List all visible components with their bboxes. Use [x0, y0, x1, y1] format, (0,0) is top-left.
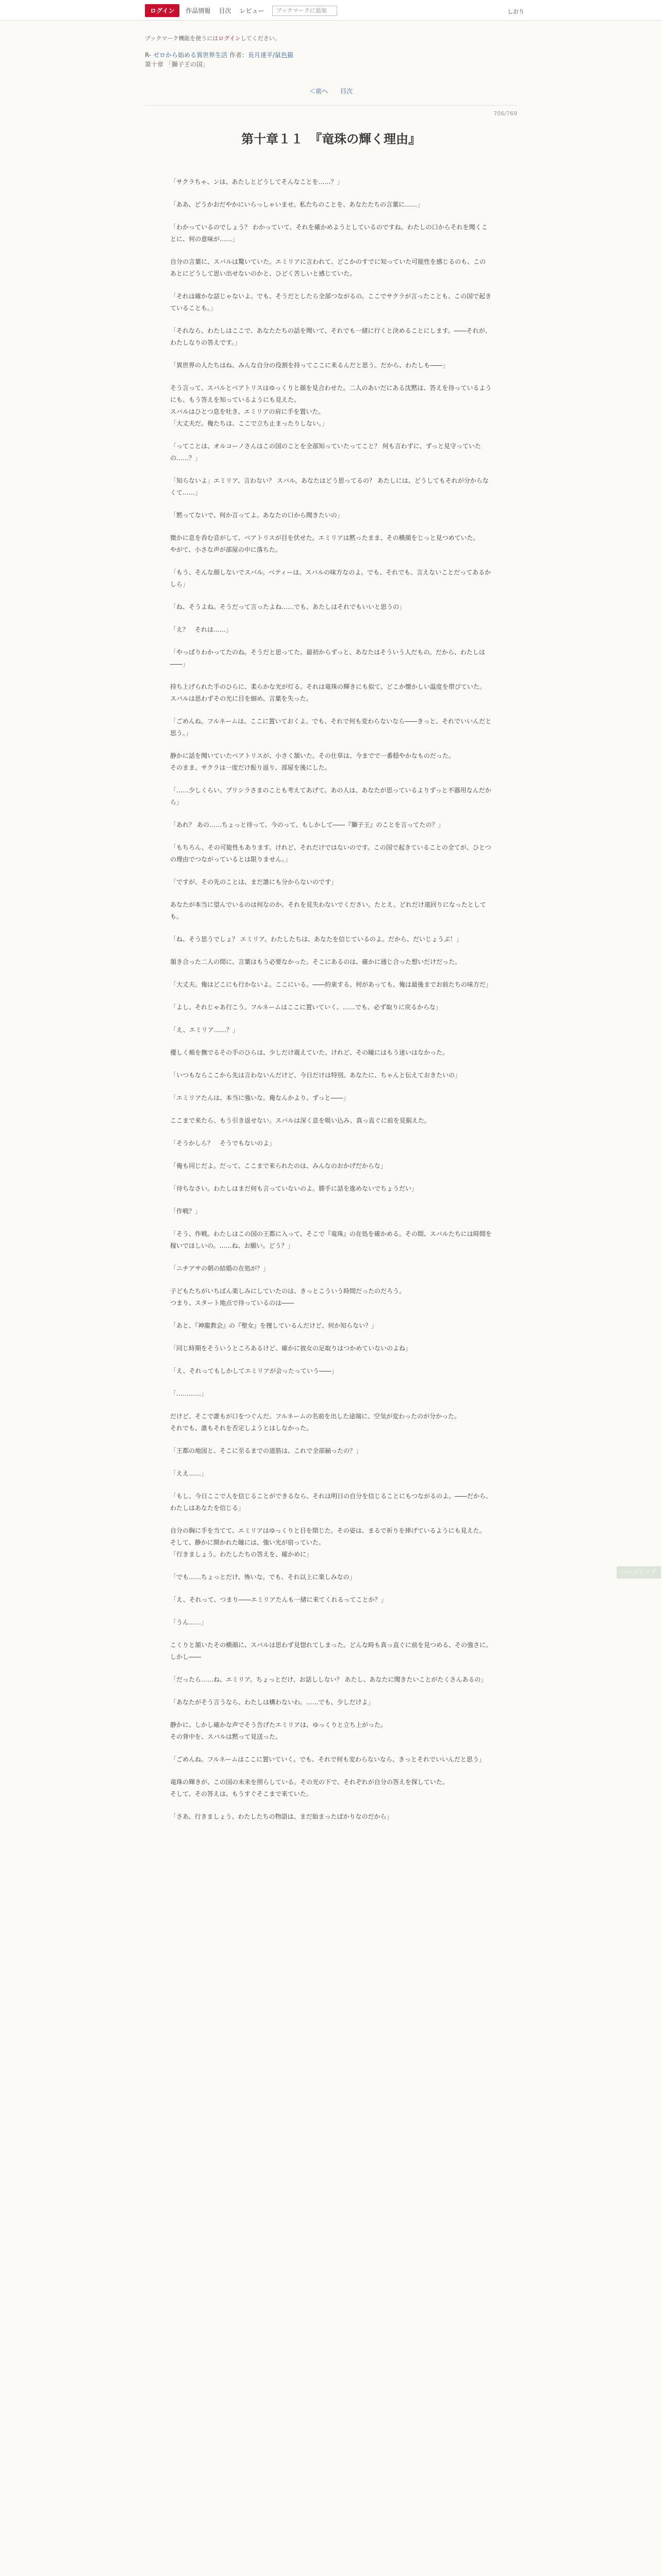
nav-item-info[interactable]: 作品情報 [186, 7, 211, 14]
chapter-title: 第十章１１ 『竜珠の輝く理由』 [241, 132, 421, 146]
body-paragraph: 頷き合った二人の間に、言葉はもう必要なかった。そこにあるのは、確かに通じ合った想いだけだった。 [170, 958, 461, 965]
body-paragraph: 「そう、作戦。わたしはこの国の王都に入って、そこで『竜珠』の在処を確かめる。その間、スバルたちには時間を稼いでほしいの。……ね、お願い。どう？」 [170, 1230, 492, 1249]
body-paragraph: 「それなら、わたしはここで、あなたたちの話を聞いて、それでも一緒に行くと決めることにします。――それが、わたしなりの答えです。」 [170, 327, 491, 346]
body-paragraph: 「異世界の人たちはね、みんな自分の役割を持ってここに来るんだと思う。だから、わたしも――」 [170, 362, 449, 369]
body-paragraph: 「でも……ちょっとだけ、怖いな。でも、それ以上に楽しみなの」 [170, 1573, 356, 1581]
header-nav [145, 4, 337, 17]
nav-item-toc[interactable]: 目次 [219, 7, 231, 14]
body-paragraph: 「え、それって、つまり――エミリアたんも一緒に来てくれるってことか？」 [170, 1596, 387, 1603]
body-paragraph: 「あなたがそう言うなら、わたしは構わないわ。……でも、少しだけよ」 [170, 1699, 374, 1706]
divider [145, 105, 517, 106]
body-paragraph: あなたが本当に望んでいるのは何なのか、それを見失わないでください。たとえ、どれだけ遠回りになったとしても。 [170, 901, 486, 920]
body-paragraph: 「それは確かな話じゃないよ。でも、そうだとしたら全部つながるの。ここでサクラが言ったことも、この国で起きていることも。」 [170, 293, 492, 312]
bookmark-button[interactable]: ブックマークに追加 [272, 6, 337, 16]
chapter-body [170, 176, 492, 1834]
body-paragraph: 「ね、そう思うでしょ？ エミリア。わたしたちは、あなたを信じているのよ。だから、だいじょうぶ！」 [170, 936, 462, 943]
body-paragraph: ここまで来たら、もう引き返せない。スバルは深く息を吸い込み、真っ直ぐに前を見据えた。 [170, 1117, 431, 1124]
body-paragraph: 静かに、しかし確かな声でそう告げたエミリアは、ゆっくりと立ち上がった。 その背中を、スバルは黙って見送った。 [170, 1721, 387, 1740]
body-paragraph: 「え、エミリア……？」 [170, 1026, 239, 1033]
notice-prefix: ブックマーク機能を使うには [145, 35, 219, 42]
body-paragraph: 自分の胸に手を当てて、エミリアはゆっくりと目を閉じた。その姿は、まるで祈りを捧げているようにも見えた。 そして、静かに開かれた瞳には、強い光が宿っていた。 「行きましょう。わたしたちの答えを、確かめに」 [170, 1527, 486, 1558]
breadcrumb [145, 50, 293, 69]
nav-item-review[interactable]: レビュー [239, 7, 264, 14]
body-paragraph: 「ですが、その先のことは、まだ誰にも分からないのです」 [170, 878, 338, 886]
body-paragraph: 「同じ時期をそういうところあるけど、確かに彼女の足取りはつかめていないのよね」 [170, 1345, 412, 1352]
body-paragraph: 「ええ……」 [170, 1470, 208, 1477]
body-paragraph: 竜珠の輝きが、この国の未来を照らしている。その光の下で、それぞれが自分の答えを探していた。 そして、その答えは、もうすぐそこまで来ていた。 [170, 1778, 449, 1798]
login-notice [145, 34, 280, 42]
body-paragraph: 「ってことは、オルコーノさんはこの国のことを全部知っていたってこと？ 何も言わずに、ずっと見守っていたの……？」 [170, 443, 481, 462]
body-paragraph: 持ち上げられた手のひらに、柔らかな光が灯る。それは竜珠の輝きにも似て、どこか懐かしい温度を帯びていた。 スバルは思わずその光に目を細め、言葉を失った。 [170, 683, 486, 702]
prev-link[interactable]: ＜前へ [309, 88, 328, 95]
body-paragraph: 「いつもならここから先は言わないんだけど、今日だけは特別。あなたに、ちゃんと伝えておきたいの」 [170, 1072, 461, 1079]
body-paragraph: 「わかっているのでしょう？ わかっていて、それを確かめようとしているのですね。わたしの口からそれを聞くことに、何の意味が……」 [170, 224, 488, 243]
body-paragraph: 「エミリアたんは、本当に強いな。俺なんかより、ずっと――」 [170, 1094, 350, 1101]
body-paragraph: そう言って、スバルとベアトリスはゆっくりと顔を見合わせた。二人のあいだにある沈黙は、答えを待っているようにも、もう答えを知っているようにも見えた。 スバルはひとつ息を吐き、エミリアの肩に手を置いた。 「大丈夫だ。俺たちは、ここで立ち止まったりしない。」 [170, 384, 492, 427]
body-paragraph: 「待ちなさい。わたしはまだ何も言っていないのよ。勝手に話を進めないでちょうだい」 [170, 1185, 418, 1192]
body-paragraph: 「もちろん、その可能性もあります。けれど、それだけではないのです。この国で起きていることの全てが、ひとつの理由でつながっているとは限りません。」 [170, 844, 491, 863]
breadcrumb-line-1 [145, 50, 293, 60]
body-paragraph: 「ああ、どうかおだやかにいらっしゃいませ。私たちのことを、あなたたちの言葉に……」 [170, 201, 424, 208]
login-button[interactable]: ログイン [145, 4, 179, 17]
chapter-number: 706/769 [493, 110, 517, 117]
body-paragraph: 「作戦？」 [170, 1208, 202, 1215]
site-header [0, 0, 662, 21]
body-paragraph: 「ごめんね。フルネームはここに置いていく。でも、それで何も変わらないなら、きっとそれでいいんだと思う」 [170, 1756, 485, 1763]
body-paragraph: 微かに息を呑む音がして、ベアトリスが目を伏せた。エミリアは黙ったまま、その横顔をじっと見つめていた。 やがて、小さな声が部屋の中に落ちた。 [170, 534, 479, 553]
body-paragraph: 自分の言葉に、スバルは驚いていた。エミリアに言われて、どこかのすでに知っていた可能性を感じるのも、このあとにどうして思い出せないのかと、ひどく苦しいと感じていた。 [170, 258, 486, 277]
body-paragraph: 「やっぱりわかってたのね。そうだと思ってた。最初からずっと、あなたはそういう人だもの。だから、わたしは――」 [170, 649, 485, 668]
body-paragraph: 「知らないよ」エミリア、言わない？ スバル、あなたはどう思ってるの？ あたしには、どうしてもそれが分からなくて……」 [170, 477, 489, 496]
rating-label: R- [145, 52, 152, 59]
body-paragraph: 子どもたちがいちばん楽しみにしていたのは、きっとこういう時間だったのだろう。 つまり、スタート地点で待っているのは―― [170, 1287, 406, 1307]
body-paragraph: 「さあ、行きましょう。わたしたちの物語は、まだ始まったばかりなのだから」 [170, 1813, 393, 1820]
toc-link[interactable]: 目次 [340, 88, 353, 95]
body-paragraph: 「……少しくらい、プリシラさまのことも考えてあげて。あの人は、あなたが思っているよりずっと不器用なんだから」 [170, 787, 491, 806]
body-paragraph: 「だったら……ね、エミリア。ちょっとだけ、お話ししない？ あたし、あなたに聞きたいことがたくさんあるの」 [170, 1676, 487, 1683]
body-paragraph: 「…………」 [170, 1390, 208, 1397]
chapter-breadcrumb: 第十章 「獅子王の国」 [145, 61, 209, 68]
author-link[interactable]: 長月達平/鼠色猫 [247, 52, 293, 59]
body-paragraph: 「うん……」 [170, 1619, 208, 1626]
body-paragraph: 「え？ それは……」 [170, 626, 233, 633]
body-paragraph: 「え、それってもしかしてエミリアが会ったっていう――」 [170, 1367, 338, 1375]
body-paragraph: 「ごめんね。フルネームは、ここに置いておくよ。でも、それで何も変わらないなら――きっと、それでいいんだと思う。」 [170, 718, 492, 737]
body-paragraph: 「大丈夫。俺はどこにも行かないよ。ここにいる。――約束する。何があっても、俺は最後までお前たちの味方だ」 [170, 981, 492, 988]
body-paragraph: 「もし、今日ここで人を信じることができるなら、それは明日の自分を信じることにもつながるのよ。――だから、わたしはあなたを信じる」 [170, 1493, 492, 1512]
body-paragraph: 「あと、『神龍教会』の『聖女』を捜しているんだけど、何か知らない？」 [170, 1322, 378, 1329]
body-paragraph: こくりと頷いたその横顔に、スバルは思わず見惚れてしまった。どんな時も真っ直ぐに前を見つめる、その強さに。 しかし―― [170, 1641, 492, 1660]
novel-title-link[interactable]: ゼロから始める異世界生活 [153, 52, 228, 59]
pager [0, 87, 662, 95]
body-paragraph: 「サクラちゃ、ンは、あたしとどうしてそんなことを……？」 [170, 178, 343, 185]
body-paragraph: 「あれ？ あの……ちょっと待って。今のって、もしかして――『獅子王』のことを言ってたの？」 [170, 821, 444, 828]
page-top-button[interactable]: ページトップ [617, 1566, 661, 1579]
body-paragraph: 「黙ってないで、何か言ってよ。あなたの口から聞きたいの」 [170, 512, 343, 519]
author-label: 作者： [229, 52, 248, 59]
body-paragraph: 「ニチアサの朝の結婚の在処が？」 [170, 1265, 270, 1272]
body-paragraph: 「よし、それじゃあ行こう。フルネームはここに置いていく。……でも、必ず取りに戻るからな」 [170, 1004, 442, 1011]
body-paragraph: 「そうかしら？ そうでもないのよ」 [170, 1140, 276, 1147]
notice-login-link[interactable]: ログイン [218, 35, 241, 42]
shiori-link[interactable]: しおり [507, 8, 524, 15]
body-paragraph: 優しく頬を撫でるその手のひらは、少しだけ震えていた。けれど、その瞳にはもう迷いはなかった。 [170, 1049, 449, 1056]
body-paragraph: 「俺も同じだよ。だって、ここまで来られたのは、みんなのおかげだからな」 [170, 1162, 387, 1170]
body-paragraph: 「王都の地図と、そこに至るまでの道筋は、これで全部揃ったの？」 [170, 1447, 362, 1454]
notice-suffix: してください。 [240, 35, 280, 42]
body-paragraph: 「ね、そうよね。そうだって言ったよね……でも、あたしはそれでもいいと思うの」 [170, 603, 406, 611]
body-paragraph: だけど、そこで誰もが口をつぐんだ。フルネームの名前を出した途端に、空気が変わったのが分かった。 それでも、誰もそれを否定しようとはしなかった。 [170, 1413, 461, 1432]
body-paragraph: 静かに話を聞いていたベアトリスが、小さく頷いた。その仕草は、今までで一番穏やかなものだった。 そのまま、サクラは一度だけ振り返り、部屋を後にした。 [170, 752, 455, 771]
body-paragraph: 「もう、そんな顔しないでスバル。ベティーは、スバルの味方なのよ。でも、それでも、言えないことだってあるかしら」 [170, 569, 491, 588]
